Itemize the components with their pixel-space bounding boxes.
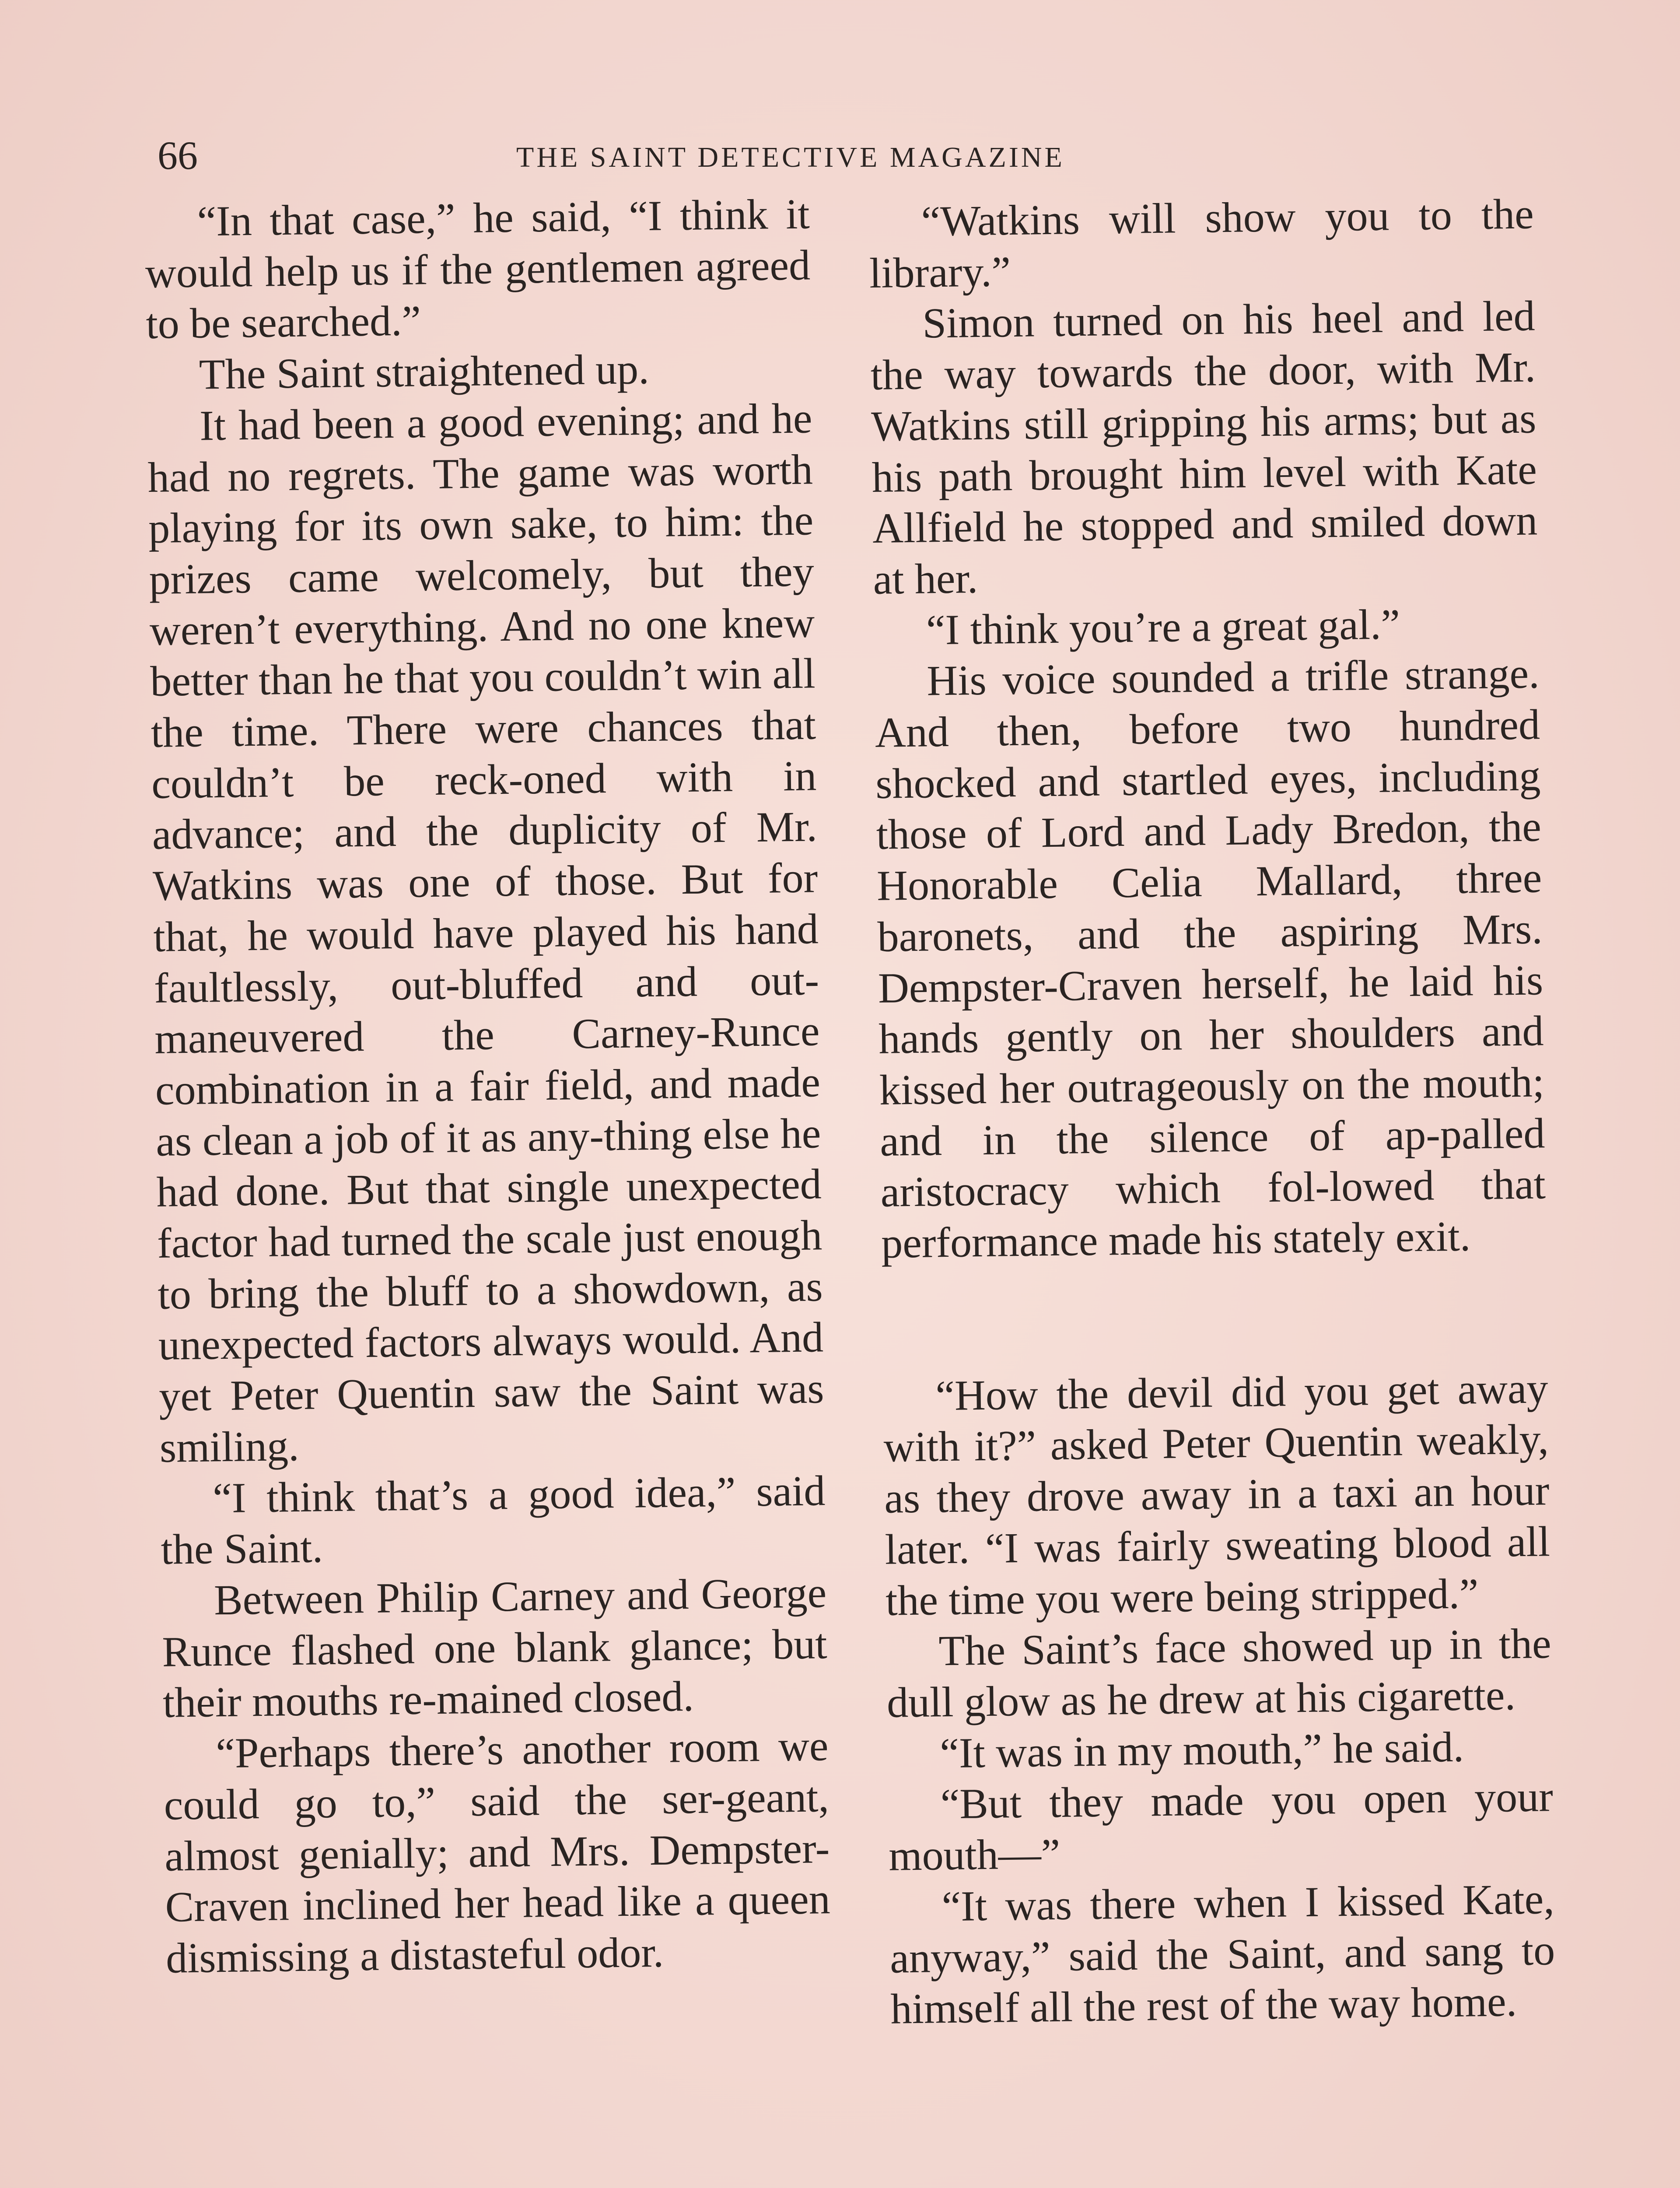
left-column — [144, 189, 831, 1984]
paragraph: “How the devil did you get away with it?” asked Peter Quentin weakly, as they drove away in a taxi an hour later. “I was fairly sweating blood all the time you were being stripped.” — [883, 1364, 1550, 1625]
paragraph: “I think you’re a great gal.” — [926, 600, 1400, 654]
section-break — [882, 1261, 1548, 1371]
running-head: THE SAINT DETECTIVE MAGAZINE — [516, 141, 1065, 173]
paragraph: The Saint’s face showed up in the dull glow as he drew at his cigarette. — [886, 1620, 1552, 1727]
paragraph: It had been a good evening; and he had no regrets. The game was worth playing for its own sake, to him: the prizes came welcomely, but they weren’t everything. And no one knew better than he that you couldn’t win all the time. There were chances that couldn’t be reck-oned with in advance; and the duplicity of Mr. Watkins was one of those. But for that, he would have played his hand faultlessly, out-bluffed and out-maneuvered the Carney-Runce combination in a fair field, and made as clean a job of it as any-thing else he had done. But that single unexpected factor had turned the scale just enough to bring the bluff to a showdown, as unexpected factors always would. And yet Peter Quentin saw the Saint was smiling. — [147, 395, 825, 1472]
paragraph: Between Philip Carney and George Runce flashed one blank glance; but their mouths re-mained closed. — [161, 1569, 828, 1727]
page-number: 66 — [158, 133, 198, 178]
right-column — [868, 189, 1556, 2035]
paragraph: “Perhaps there’s another room we could go to,” said the ser-geant, almost genially; and Mrs. Dempster-Craven inclined her head like a queen dismissing a distasteful odor. — [164, 1722, 831, 1982]
paragraph: “I think that’s a good idea,” said the Saint. — [161, 1467, 826, 1574]
paragraph: “It was there when I kissed Kate, anyway,” said the Saint, and sang to himself all the rest of the way home. — [889, 1875, 1555, 2033]
paragraph: “It was in my mouth,” he said. — [939, 1723, 1464, 1777]
page-header — [149, 131, 1540, 179]
paragraph: The Saint straightened up. — [199, 346, 650, 399]
paragraph: “But they made you open your mouth—” — [888, 1773, 1554, 1880]
paragraph: “In that case,” he said, “I think it would help us if the gentlemen agreed to be searched.” — [145, 190, 811, 348]
paragraph: “Watkins will show you to the library.” — [869, 190, 1534, 297]
paragraph: Simon turned on his heel and led the way towards the door, with Mr. Watkins still gripping his arms; but as his path brought him level with Kate Allfield he stopped and smiled down at her. — [870, 292, 1538, 603]
paragraph: His voice sounded a trifle strange. And then, before two hundred shocked and startled eyes, including those of Lord and Lady Bredon, the Honorable Celia Mallard, three baronets, and the aspiring Mrs. Dempster-Craven herself, he laid his hands gently on her shoulders and kissed her outrageously on the mouth; and in the silence of ap-palled aristocracy which fol-lowed that performance made his stately exit. — [875, 650, 1546, 1267]
